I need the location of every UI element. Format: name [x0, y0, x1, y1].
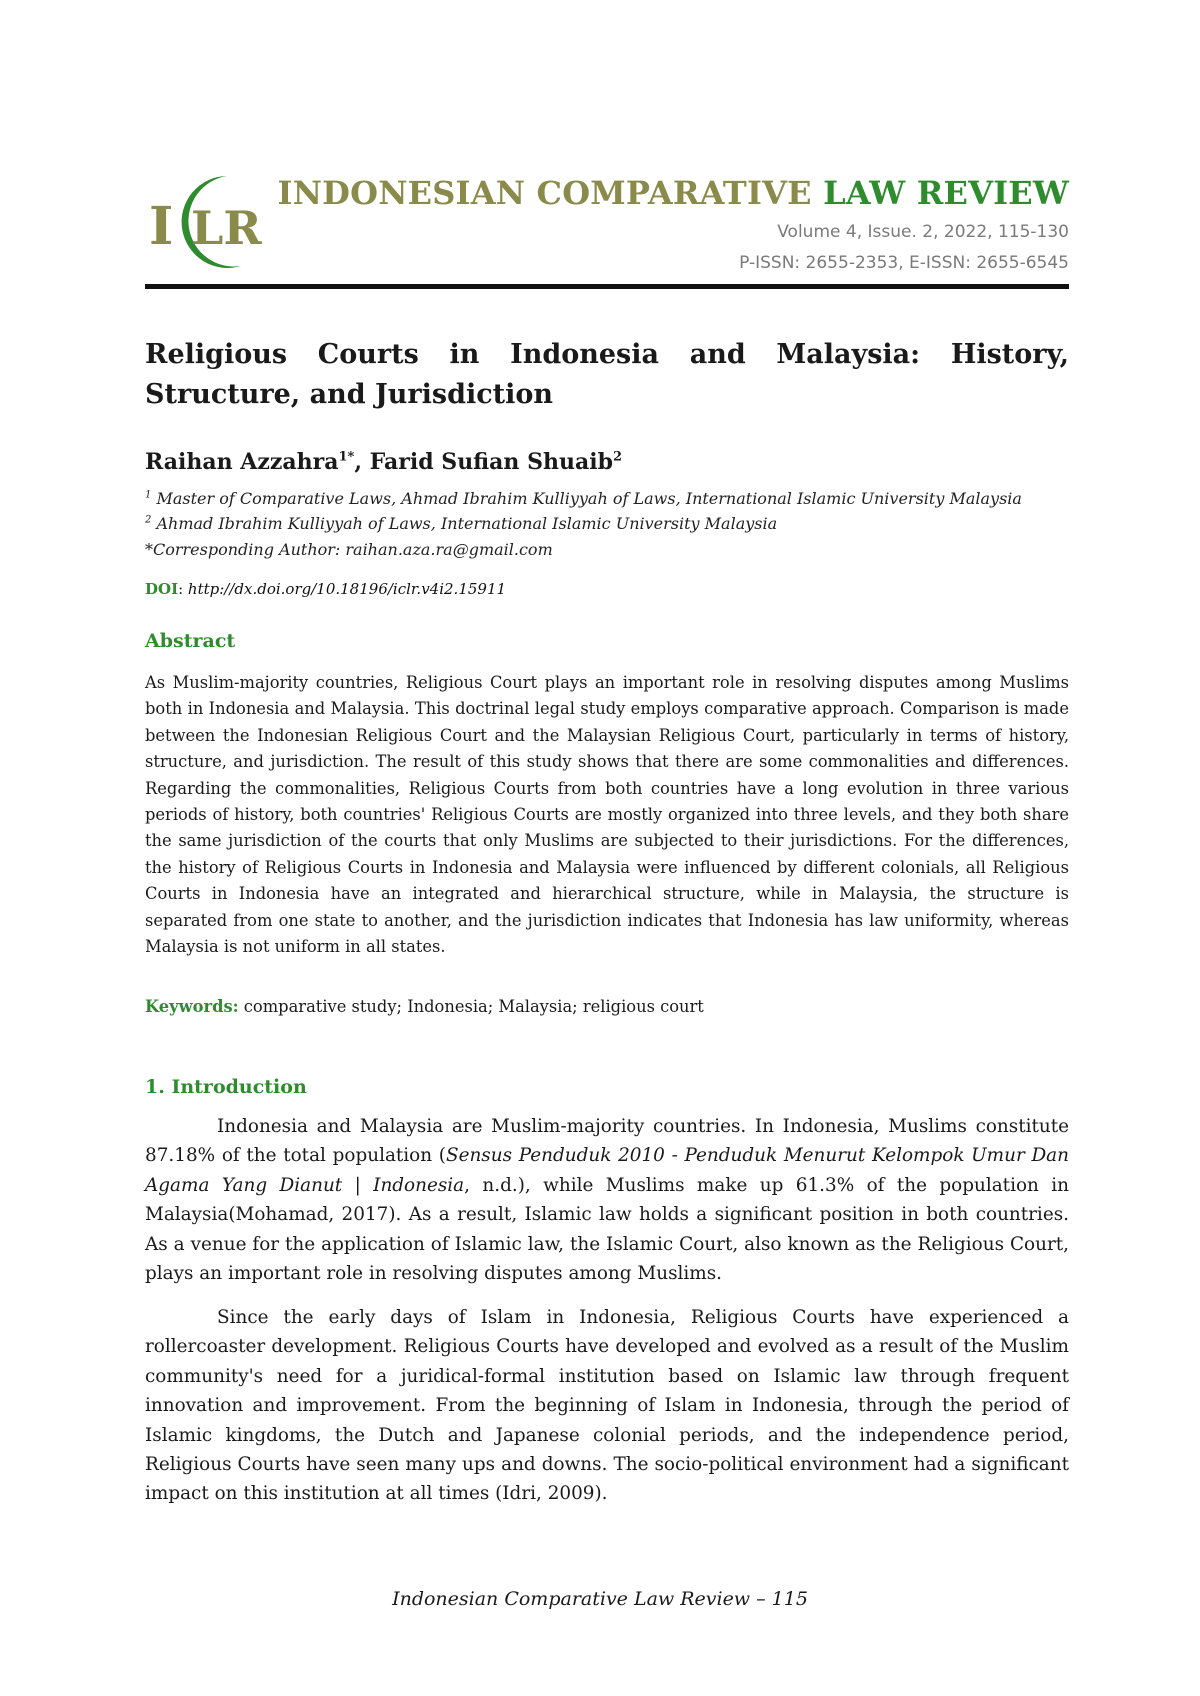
affiliation-2-text: Ahmad Ibrahim Kulliyyah of Laws, International Islamic University Malaysia: [151, 514, 778, 533]
article-title: Religious Courts in Indonesia and Malaysia: History, Structure, and Jurisdiction: [145, 339, 1069, 410]
affiliation-1-text: Master of Comparative Laws, Ahmad Ibrahim Kulliyyah of Laws, International Islamic University Malaysia: [151, 489, 1022, 508]
abstract-text: As Muslim-majority countries, Religious Court plays an important role in resolving disputes among Muslims both in Indonesia and Malaysia. This doctrinal legal study employs comparative approach. Comparison is made between the Indonesian Religious Court and the Malaysian Religious Court, particularly in terms of history, structure, and jurisdiction. The result of this study shows that there are some commonalities and differences. Regarding the commonalities, Religious Courts from both countries have a long evolution in three various periods of history, both countries' Religious Courts are mostly organized into three levels, and they both share the same jurisdiction of the courts that only Muslims are subjected to their jurisdictions. For the differences, the history of Religious Courts in Indonesia and Malaysia were influenced by different colonials, all Religious Courts in Indonesia have an integrated and hierarchical structure, while in Malaysia, the structure is separated from one state to another, and the jurisdiction indicates that Indonesia has law uniformity, whereas Malaysia is not uniform in all states.: [145, 673, 1069, 957]
journal-title: [278, 174, 1069, 212]
author-line: [145, 449, 622, 475]
intro-p1-part-a: Indonesia and Malaysia are Muslim-majority countries. In Indonesia, Muslims constitute 87.18% of the total population (: [145, 1116, 1069, 1167]
author-2: Farid Sufian Shuaib: [369, 449, 613, 475]
corresponding-author: [145, 540, 1069, 559]
svg-text:I: I: [149, 196, 174, 257]
volume-info: Volume 4, Issue. 2, 2022, 115-130: [777, 222, 1069, 242]
affiliation-1-sup: 1: [145, 489, 152, 501]
doi-separator: :: [178, 580, 188, 598]
corresponding-label: *Corresponding Author:: [145, 540, 346, 559]
svg-text:LR: LR: [191, 201, 262, 255]
issn-info: P-ISSN: 2655-2353, E-ISSN: 2655-6545: [739, 253, 1069, 273]
keywords-text: comparative study; Indonesia; Malaysia; religious court: [238, 997, 704, 1016]
affiliation-2: [145, 514, 1069, 533]
introduction-heading: 1. Introduction: [145, 1076, 307, 1098]
keywords-line: [145, 997, 1069, 1016]
affiliation-2-sup: 2: [145, 514, 152, 526]
author-1-sup: 1*: [338, 449, 355, 465]
intro-p1-part-b: , n.d.), while Muslims make up 61.3% of the population in Malaysia(Mohamad, 2017). As a result, Islamic law holds a significant position in both countries. As a venue for the application of Islamic law, the Islamic Court, also known as the Religious Court, plays an important role in resolving disputes among Muslims.: [145, 1174, 1070, 1285]
journal-title-part2: LAW REVIEW: [823, 174, 1069, 212]
doi-link[interactable]: http://dx.doi.org/10.18196/iclr.v4i2.15911: [187, 580, 507, 598]
corresponding-email[interactable]: raihan.aza.ra@gmail.com: [345, 540, 553, 559]
author-1: Raihan Azzahra: [145, 449, 339, 475]
author-2-sup: 2: [612, 449, 623, 465]
doi-label: DOI: [145, 580, 179, 598]
affiliation-1: [145, 489, 1069, 508]
intro-paragraph-1: [145, 1112, 1069, 1288]
author-separator: ,: [354, 449, 370, 475]
header-rule: [145, 284, 1069, 289]
keywords-label: Keywords:: [145, 997, 239, 1016]
journal-title-part1: INDONESIAN COMPARATIVE: [277, 174, 812, 212]
intro-paragraph-2: Since the early days of Islam in Indonesia, Religious Courts have experienced a rollercoaster development. Religious Courts have developed and evolved as a result of the Muslim community's need for a juridical-formal institution based on Islamic law through frequent innovation and improvement. From the beginning of Islam in Indonesia, through the period of Islamic kingdoms, the Dutch and Japanese colonial periods, and the independence period, Religious Courts have seen many ups and downs. The socio-political environment had a significant impact on this institution at all times (Idri, 2009).: [145, 1307, 1069, 1505]
journal-logo: [145, 168, 275, 278]
abstract-heading: Abstract: [145, 630, 236, 652]
doi-line: [145, 580, 506, 598]
page-footer: Indonesian Comparative Law Review – 115: [392, 1588, 808, 1610]
intro-p1-citation: Sensus Penduduk 2010 - Penduduk Menurut Kelompok Umur Dan Agama Yang Dianut | Indonesia: [145, 1145, 1069, 1196]
journal-header: [145, 160, 1069, 285]
